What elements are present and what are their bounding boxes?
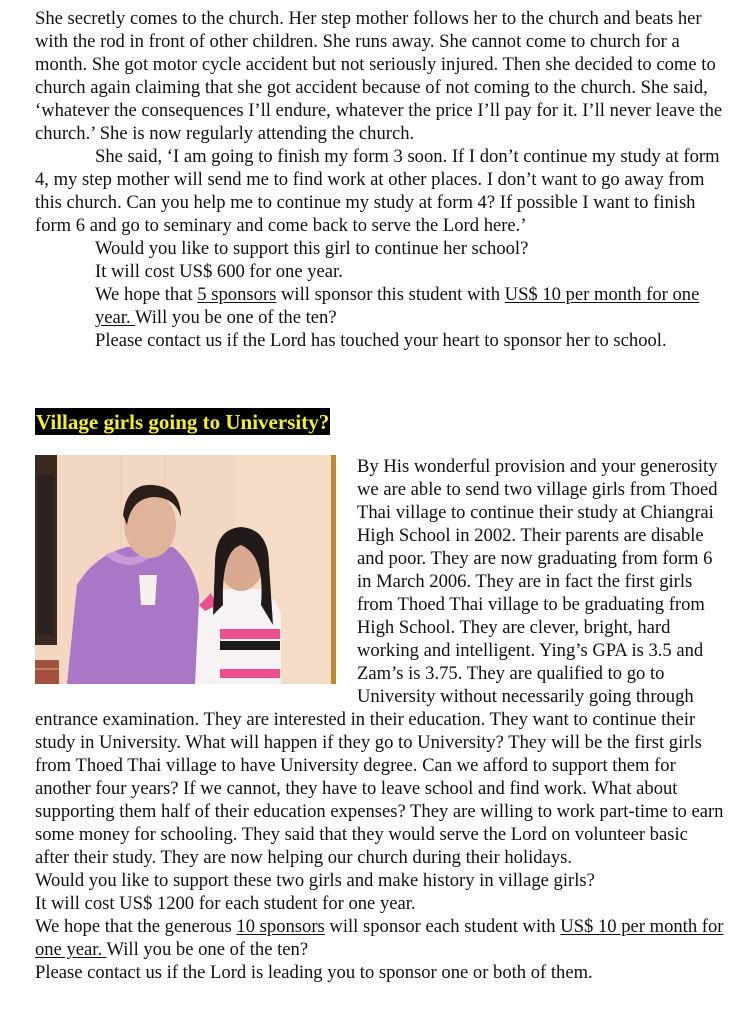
story1-sponsor-amount: US$ 10 per month for one year. [95, 284, 700, 328]
story1-contact: Please contact us if the Lord has touched your heart to sponsor her to school. [95, 330, 667, 351]
girls-photo [35, 455, 343, 684]
section-heading: Village girls going to University? [36, 410, 330, 434]
story1-appeal [35, 237, 725, 352]
story2-hope [35, 915, 725, 961]
story2-sponsor-amount: US$ 10 per month for one year. [35, 916, 724, 960]
story2-hope-middle: will sponsor each student with [324, 916, 561, 937]
story1-question: Would you like to support this girl to continue her school? [95, 238, 529, 259]
story2-hope-suffix: Will you be one of the ten? [106, 939, 309, 960]
story1-cost: It will cost US$ 600 for one year. [95, 261, 343, 282]
story2-body: By His wonderful provision and your generosity we are able to send two village girls from Thoed Thai village to continue their study at Chiangrai High School in 2002. Their parents are disable and poor. They are now graduating from form 6 in March 2006. They are in fact the first girls from Thoed Thai village to be graduating from High School. They are clever, bright, hard working and intelligent. Ying’s GPA is 3.5 and Zam’s is 3.75. They are qualified to go to University without necessarily going through entrance examination. They are interested in their education. They want to continue their study in University. What will happen if they go to University? They will be the first girls from Thoed Thai village to have University degree. Can we afford to support them for another four years? If we cannot, they have to leave school and find work. What about supporting them half of their education expenses? They are willing to work part-time to earn some money for schooling. They said that they would serve the Lord on volunteer basic after their study. They are now helping our church during their holidays. [35, 456, 724, 868]
document-page [35, 7, 725, 984]
story1-hope [95, 283, 725, 329]
story1-hope-prefix: We hope that [95, 284, 198, 305]
photo-illustration [35, 455, 343, 684]
story1-paragraph-1: She secretly comes to the church. Her step mother follows her to the church and beats her with the rod in front of other children. She runs away. She cannot come to church for a month. She got motor cycle accident but not seriously injured. Then she decided to come to church again claiming that she got accident because of not coming to the church. She said, ‘whatever the consequences I’ll endure, whatever the price I’ll pay for it. I’ll never leave the church.’ She is now regularly attending the church. [35, 8, 723, 144]
story1-paragraph-2: She said, ‘I am going to finish my form 3 soon. If I don’t continue my study at form 4, my step mother will send me to find work at other places. I don’t want to go away from this church. Can you help me to continue my study at form 4? If possible I want to finish form 6 and go to seminary and come back to serve the Lord here.’ [35, 146, 720, 236]
story1-hope-suffix: Will you be one of the ten? [134, 307, 337, 328]
story1-hope-middle: will sponsor this student with [276, 284, 505, 305]
story2-hope-prefix: We hope that the generous [35, 916, 237, 937]
story2-contact: Please contact us if the Lord is leading you to sponsor one or both of them. [35, 962, 593, 983]
story2-question: Would you like to support these two girls and make history in village girls? [35, 870, 595, 891]
story2-sponsor-count: 10 sponsors [236, 916, 325, 937]
story2-cost: It will cost US$ 1200 for each student for one year. [35, 893, 416, 914]
section-heading-wrap [35, 408, 725, 435]
section-spacer [35, 352, 725, 408]
story1-sponsor-count: 5 sponsors [197, 284, 277, 305]
